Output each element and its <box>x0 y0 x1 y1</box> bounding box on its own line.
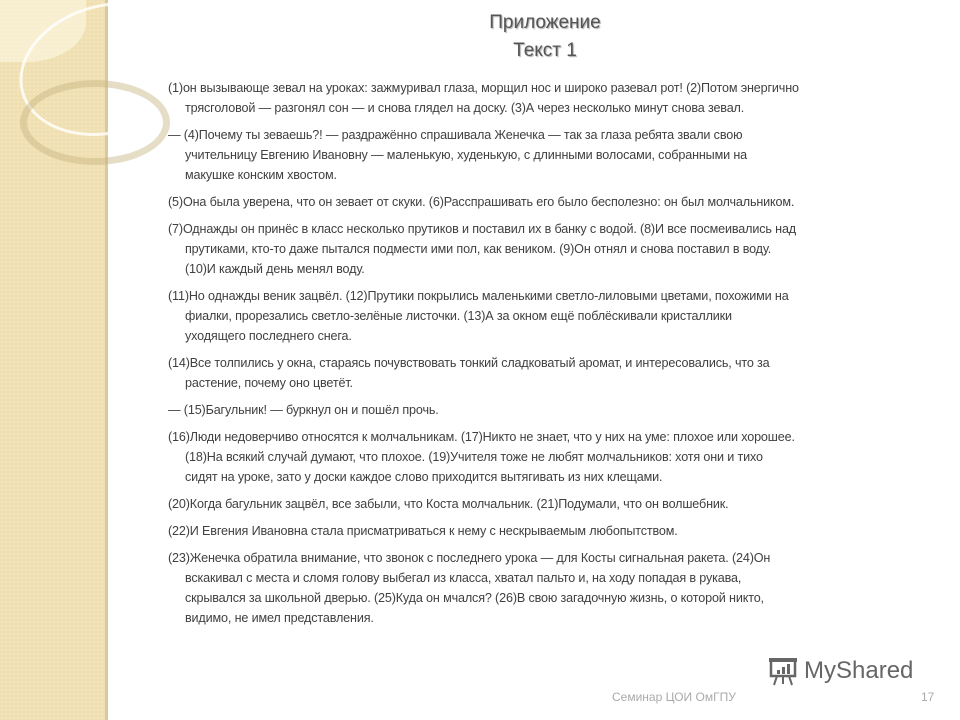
footer-text: Семинар ЦОИ ОмГПУ <box>612 690 736 704</box>
paragraph <box>168 286 938 346</box>
text-line: учительницу Евгению Ивановну — маленькую, худенькую, с длинными волосами, собранными на <box>185 148 747 162</box>
slide-title: Приложение <box>489 12 601 33</box>
paragraph <box>168 78 938 118</box>
text-line: растение, почему оно цветёт. <box>185 376 353 390</box>
text-line: (20)Когда багульник зацвёл, все забыли, что Коста молчальник. (21)Подумали, что он волшебник. <box>168 497 729 511</box>
paragraph <box>168 400 938 420</box>
text-line: прутиками, кто-то даже пытался подмести ими пол, как веником. (9)Он отнял и снова поставил в воду. <box>185 242 772 256</box>
myshared-watermark <box>768 656 913 686</box>
presentation-board-icon <box>768 656 798 686</box>
paragraph <box>168 548 938 628</box>
text-line: (5)Она была уверена, что он зевает от скуки. (6)Расспрашивать его было бесполезно: он был молчальником. <box>168 195 795 209</box>
text-body <box>168 78 938 635</box>
text-line: (11)Но однажды веник зацвёл. (12)Прутики покрылись маленькими светло-лиловыми цветами, похожими на <box>168 289 789 303</box>
text-line: (7)Однажды он принёс в класс несколько прутиков и поставил их в банку с водой. (8)И все посмеивались над <box>168 222 796 236</box>
paragraph <box>168 125 938 185</box>
text-line: (16)Люди недоверчиво относятся к молчальникам. (17)Никто не знает, что у них на уме: плохое или хорошее. <box>168 430 795 444</box>
text-line: (23)Женечка обратила внимание, что звонок с последнего урока — для Косты сигнальная ракета. (24)Он <box>168 551 771 565</box>
watermark-text: MyShared <box>804 657 914 684</box>
text-line: фиалки, прорезались светло-зелёные листочки. (13)А за окном ещё поблёскивали кристаллики <box>185 309 732 323</box>
text-line: (18)На всякий случай думают, что плохое. (19)Учителя тоже не любят молчальников: хотя они и тихо <box>185 450 763 464</box>
text-line: (10)И каждый день менял воду. <box>185 262 365 276</box>
text-line: макушке конским хвостом. <box>185 168 337 182</box>
paragraph <box>168 427 938 487</box>
text-line: трясголовой — разгонял сон — и снова глядел на доску. (3)А через несколько минут снова зевал. <box>185 101 745 115</box>
text-line: (1)он вызывающе зевал на уроках: зажмуривал глаза, морщил нос и широко разевал рот! (2)Потом энергично <box>168 81 799 95</box>
paragraph <box>168 353 938 393</box>
paragraph <box>168 521 938 541</box>
text-line: видимо, не имел представления. <box>185 611 374 625</box>
paragraph <box>168 494 938 514</box>
paragraph <box>168 219 938 279</box>
text-line: (14)Все толпились у окна, стараясь почувствовать тонкий сладковатый аромат, и интересовались, что за <box>168 356 770 370</box>
paragraph <box>168 192 938 212</box>
slide-subtitle: Текст 1 <box>513 40 577 61</box>
text-line: скрывался за школьной дверью. (25)Куда он мчался? (26)В свою загадочную жизнь, о которой никто, <box>185 591 764 605</box>
text-line: сидят на уроке, зато у доски каждое слово приходится вытягивать из них клещами. <box>185 470 663 484</box>
page-number: 17 <box>921 690 935 704</box>
text-line: уходящего последнего снега. <box>185 329 352 343</box>
text-line: — (4)Почему ты зеваешь?! — раздражённо спрашивала Женечка — так за глаза ребята звали свою <box>168 128 743 142</box>
text-line: вскакивал с места и сломя голову выбегал из класса, хватал пальто и, на ходу попадая в рукава, <box>185 571 742 585</box>
text-line: — (15)Багульник! — буркнул он и пошёл прочь. <box>168 403 439 417</box>
decorative-ring <box>20 80 170 165</box>
decorative-sidebar <box>0 0 108 720</box>
text-line: (22)И Евгения Ивановна стала присматриваться к нему с нескрываемым любопытством. <box>168 524 678 538</box>
